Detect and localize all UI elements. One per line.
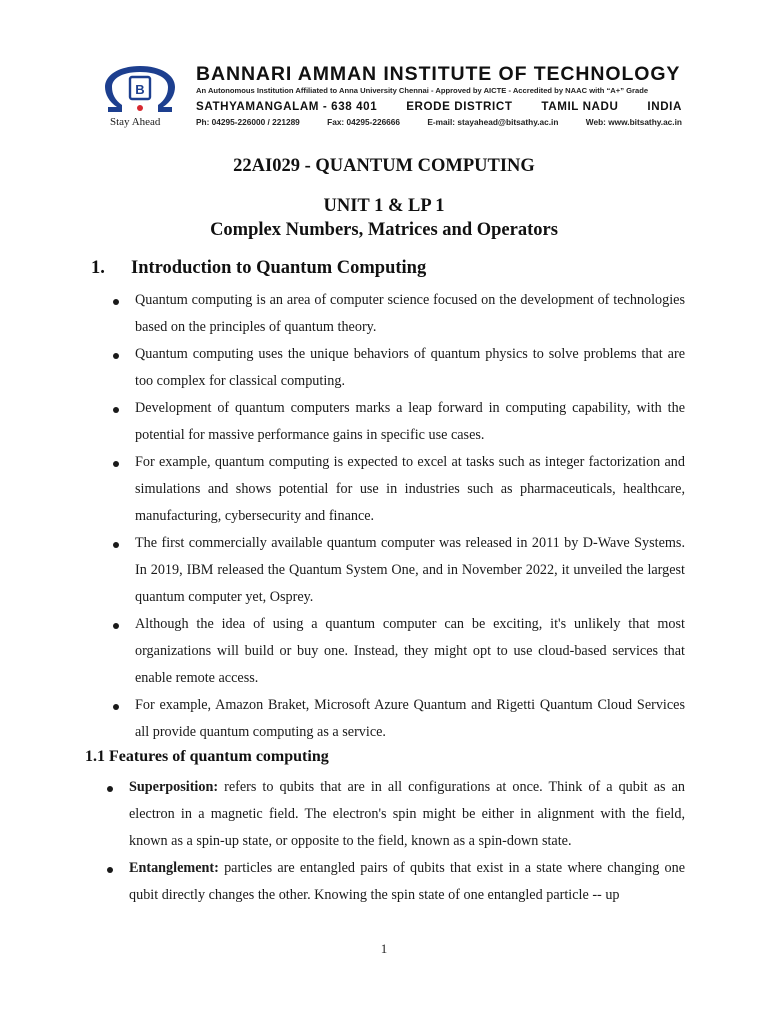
institution-contact: [196, 115, 682, 129]
bullet-icon: [113, 704, 119, 710]
contact-fax: Fax: 04295-226666: [327, 117, 401, 127]
list-item: [129, 855, 685, 909]
feature-term: Entanglement:: [129, 860, 219, 876]
list-item-text: For example, quantum computing is expected to excel at tasks such as integer factorization and simulations and shows potential for use in industries such as pharmaceuticals, healthcare, manufacturing, cybersecurity and finance.: [135, 454, 685, 524]
section-heading: [91, 258, 426, 279]
list-item-text: Quantum computing is an area of computer science focused on the development of technologies based on the principles of quantum theory.: [135, 292, 685, 335]
feature-text: refers to qubits that are in all configurations at once. Think of a qubit as an electron in a magnetic field. The electron's spin might be either in alignment with the field, known as a spin-up state, or opposite to the field, known as a spin-down state.: [129, 779, 685, 849]
omega-emblem-icon: [100, 64, 180, 116]
bullet-icon: [113, 623, 119, 629]
emblem-letter: B: [135, 82, 145, 97]
list-item-text: Although the idea of using a quantum computer can be exciting, it's unlikely that most organizations will build or buy one. Instead, they might opt to use cloud-based services that enable remote access.: [135, 616, 685, 686]
address-state: TAMIL NADU: [541, 100, 619, 113]
features-bullet-list: [129, 774, 685, 909]
institution-logo: [100, 64, 180, 130]
page-number: 1: [380, 941, 388, 956]
intro-bullet-list: [135, 287, 685, 746]
subsection-heading: 1.1 Features of quantum computing: [85, 748, 329, 765]
address-town: SATHYAMANGALAM - 638 401: [196, 100, 378, 113]
unit-title: UNIT 1 & LP 1: [323, 196, 445, 216]
list-item: [135, 449, 685, 530]
contact-email: E-mail: stayahead@bitsathy.ac.in: [427, 117, 559, 127]
list-item: [135, 530, 685, 611]
address-district: ERODE DISTRICT: [406, 100, 513, 113]
institution-details: [196, 62, 682, 129]
bullet-icon: [113, 407, 119, 413]
contact-web: Web: www.bitsathy.ac.in: [585, 117, 682, 127]
list-item: [135, 692, 685, 746]
list-item-text: Development of quantum computers marks a leap forward in computing capability, with the potential for massive performance gains in specific use cases.: [135, 400, 685, 443]
contact-phone: Ph: 04295-226000 / 221289: [196, 117, 300, 127]
address-country: INDIA: [647, 100, 682, 113]
section-title: Introduction to Quantum Computing: [131, 258, 427, 278]
letterhead: [100, 62, 682, 132]
bullet-icon: [107, 786, 113, 792]
list-item: [135, 341, 685, 395]
logo-tagline: Stay Ahead: [110, 116, 161, 128]
institution-affiliation: An Autonomous Institution Affiliated to Anna University Chennai - Approved by AICTE - Accredited by NAAC with “A+” Grade: [196, 86, 649, 95]
list-item-text: The first commercially available quantum computer was released in 2011 by D-Wave Systems. In 2019, IBM released the Quantum System One, and in November 2022, it unveiled the largest quantum computer yet, Osprey.: [135, 535, 685, 605]
list-item-text: For example, Amazon Braket, Microsoft Azure Quantum and Rigetti Quantum Cloud Services all provide quantum computing as a service.: [135, 697, 685, 740]
feature-text: particles are entangled pairs of qubits that exist in a state where changing one qubit directly changes the other. Knowing the spin state of one entangled particle -- up: [129, 860, 685, 903]
list-item-text: Quantum computing uses the unique behaviors of quantum physics to solve problems that are too complex for classical computing.: [135, 346, 685, 389]
list-item: [135, 287, 685, 341]
institution-address: [196, 98, 682, 115]
feature-term: Superposition:: [129, 779, 219, 795]
list-item: [135, 395, 685, 449]
list-item: [129, 774, 685, 855]
course-title: 22AI029 - QUANTUM COMPUTING: [233, 156, 535, 176]
bullet-icon: [107, 867, 113, 873]
unit-subtitle: Complex Numbers, Matrices and Operators: [210, 220, 558, 240]
emblem-dot: [137, 105, 143, 111]
list-item: [135, 611, 685, 692]
bullet-icon: [113, 353, 119, 359]
bullet-icon: [113, 542, 119, 548]
bullet-icon: [113, 461, 119, 467]
institution-name: BANNARI AMMAN INSTITUTE OF TECHNOLOGY: [196, 63, 681, 85]
bullet-icon: [113, 299, 119, 305]
section-number: 1.: [91, 258, 105, 278]
